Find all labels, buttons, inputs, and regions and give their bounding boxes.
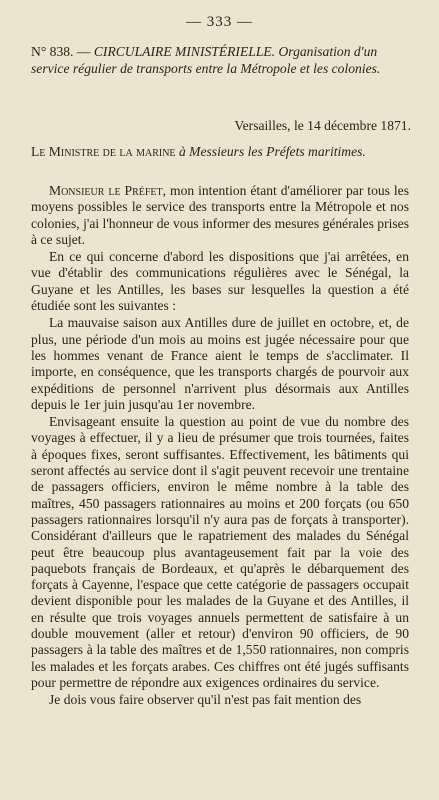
paragraph: En ce qui concerne d'abord les dispositions que j'ai arrêtées, en vue d'établir des communications régulières avec le Sénégal, la Guyane et les Antilles, les bases sur lesquelles la question a été étudiée sont les suivantes : <box>31 249 409 314</box>
address-recipient: à Messieurs les Préfets maritimes. <box>178 144 366 159</box>
address-sender: Le Ministre de la marine <box>31 144 176 159</box>
paragraph <box>31 183 409 248</box>
paragraph: Envisageant ensuite la question au point de vue du nombre des voyages à effectuer, il y a lieu de présumer que trois tournées, faites à époques fixes, seront suffisantes. Effectivement, les bâtiments qui seront affectés au service dont il s'agit peuvent recevoir une trentaine de passagers officiers, environ le même nombre à la table des maîtres, 450 passagers rationnaires au moins et 200 forçats (ou 650 passagers rationnaires lorsqu'il n'y aura pas de forçats à transporter). Considérant d'ailleurs que le rapatriement des malades du Sénégal peut être beaucoup plus avantageusement fait par la voie des paquebots français de Bordeaux, et qu'après le débarquement des forçats à Cayenne, l'espace que cette catégorie de passagers occupait devient disponible pour les malades de la Guyane et des Antilles, il en résulte que trois voyages annuels permettent de satisfaire à un double mouvement (aller et retour) d'environ 90 officiers, de 90 passagers à la table des maîtres et de 1,550 rationnaires, non compris les malades et les forçats arabes. Ces chiffres ont été jugés suffisants pour permettre de répondre aux exigences ordinaires du service. <box>31 414 409 690</box>
paragraph: La mauvaise saison aux Antilles dure de juillet en octobre, et, de plus, une période d'un mois au moins est jugée nécessaire pour que les hommes venant de France aient le temps de s'acclimater. Il importe, en conséquence, que les transports chargés de pourvoir aux expéditions de personnel n'arrivent plus désormais aux Antilles depuis le 1er juin jusqu'au 1er novembre. <box>31 315 409 412</box>
page-number: — 333 — <box>186 14 253 30</box>
paragraph: Je dois vous faire observer qu'il n'est pas fait mention des <box>49 692 362 708</box>
heading-title: CIRCULAIRE MINISTÉRIELLE. Organisation d'un service régulier de transports entre la Métropole et les colonies. <box>31 44 381 76</box>
salutation: Monsieur le Préfet, <box>49 183 167 198</box>
heading-number: N° 838. — <box>31 44 91 59</box>
paragraph-text: mon intention étant d'améliorer par tous les moyens possibles le service des transports entre la Métropole et nos colonies, j'ai l'honneur de vous informer des mesures générales prises à ce sujet. <box>31 183 410 247</box>
dateline: Versailles, le 14 décembre 1871. <box>234 118 411 133</box>
document-heading <box>31 44 411 78</box>
address-line <box>31 144 411 160</box>
letter-body <box>31 183 409 710</box>
